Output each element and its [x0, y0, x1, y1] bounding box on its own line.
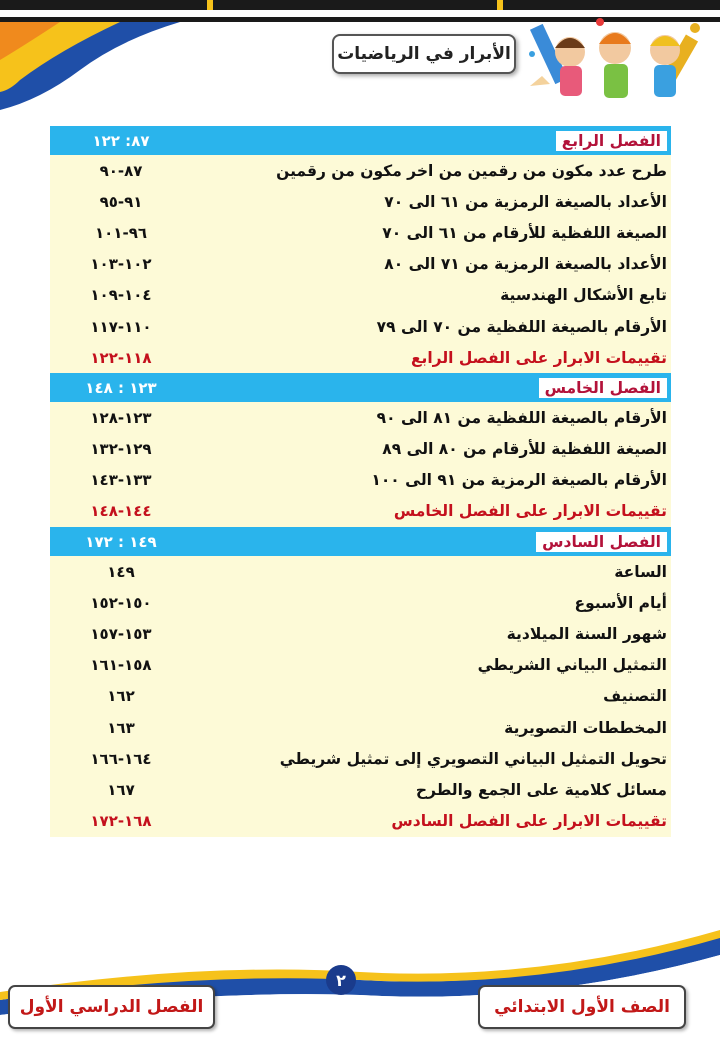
toc-row: [50, 280, 671, 311]
toc-row: [50, 618, 671, 649]
page-range: ١٢٣-١٢٨: [90, 408, 152, 427]
page-range: ١٤٩: [107, 562, 135, 581]
lesson-title: طرح عدد مكون من رقمين من اخر مكون من رقمين: [276, 161, 667, 180]
page-range: ١٥٠-١٥٢: [90, 593, 152, 612]
lesson-title: التصنيف: [603, 687, 667, 706]
page-range: ٨٧-٩٠: [99, 161, 143, 180]
lesson-title: أيام الأسبوع: [574, 593, 667, 612]
page-range: ٩٦-١٠١: [94, 223, 147, 242]
page-range: ١٢٩-١٣٢: [90, 440, 152, 459]
lesson-title: شهور السنة الميلادية: [506, 625, 667, 644]
page-range: ١٥٨-١٦١: [90, 656, 152, 675]
toc-row: [50, 186, 671, 217]
lesson-title: تقييمات الابرار على الفصل الخامس: [393, 502, 667, 521]
lesson-title: المخططات التصويرية: [504, 718, 667, 737]
chapter-title: الفصل الرابع: [556, 131, 667, 151]
lesson-title: الصيغة اللفظية للأرقام من ٦١ الى ٧٠: [382, 223, 667, 242]
kids-illustration: [520, 14, 720, 106]
lesson-title: تقييمات الابرار على الفصل السادس: [391, 812, 667, 831]
review-row: [50, 496, 671, 527]
page-range: ١٠٢-١٠٣: [90, 255, 152, 274]
chapter-header-row: [50, 126, 671, 155]
page-range: ١٥٣-١٥٧: [90, 625, 152, 644]
toc-row: [50, 587, 671, 618]
review-row: [50, 806, 671, 837]
footer-semester-box: [8, 985, 215, 1029]
page-range: ١٦٢: [107, 687, 135, 706]
toc-row: [50, 681, 671, 712]
page-range: ١٦٨-١٧٢: [90, 812, 152, 831]
page-range: ٩١-٩٥: [99, 192, 143, 211]
page-range: ١٦٧: [107, 780, 135, 799]
footer-grade: الصف الأول الابتدائي: [494, 997, 670, 1017]
toc-row: [50, 402, 671, 433]
page-range: ١١٠-١١٧: [90, 317, 152, 336]
lesson-title: مسائل كلامية على الجمع والطرح: [415, 780, 667, 799]
chapter-header-row: [50, 373, 671, 402]
lesson-title: تقييمات الابرار على الفصل الرابع: [410, 348, 667, 367]
lesson-title: تحويل التمثيل البياني التصويري إلى تمثيل شريطي: [279, 749, 667, 768]
toc-row: [50, 743, 671, 774]
lesson-title: الأرقام بالصيغة اللفظية من ٧٠ الى ٧٩: [376, 317, 667, 336]
toc-row: [50, 155, 671, 186]
footer-semester: الفصل الدراسي الأول: [19, 997, 204, 1017]
toc-row: [50, 774, 671, 805]
book-title: الأبرار في الرياضيات: [337, 44, 511, 64]
toc-row: [50, 556, 671, 587]
lesson-title: الساعة: [614, 562, 667, 581]
book-title-box: [332, 34, 516, 74]
page-range: ١٤٩ : ١٧٢: [85, 532, 157, 551]
toc-row: [50, 217, 671, 248]
page-range: ١٠٤-١٠٩: [90, 286, 152, 305]
page-range: ١٦٣: [107, 718, 135, 737]
chapter-title: الفصل الخامس: [539, 378, 667, 398]
page-range: ١٦٤-١٦٦: [90, 749, 152, 768]
page-range: ١٣٣-١٤٣: [90, 471, 152, 490]
lesson-title: الصيغة اللفظية للأرقام من ٨٠ الى ٨٩: [382, 440, 667, 459]
toc-row: [50, 650, 671, 681]
lesson-title: الأعداد بالصيغة الرمزية من ٧١ الى ٨٠: [384, 255, 667, 274]
lesson-title: الأرقام بالصيغة الرمزية من ٩١ الى ١٠٠: [371, 471, 667, 490]
lesson-title: الأرقام بالصيغة اللفظية من ٨١ الى ٩٠: [376, 408, 667, 427]
review-row: [50, 342, 671, 373]
page-range: ١٤٤-١٤٨: [90, 502, 152, 521]
toc-row: [50, 311, 671, 342]
page-range: ١٢٣ : ١٤٨: [85, 378, 157, 397]
toc-row: [50, 712, 671, 743]
lesson-title: تابع الأشكال الهندسية: [500, 286, 667, 305]
page-range: ١١٨-١٢٢: [90, 348, 152, 367]
footer-grade-box: [478, 985, 686, 1029]
table-of-contents: [50, 126, 671, 837]
page-number: ٢: [326, 965, 356, 995]
lesson-title: التمثيل البياني الشريطي: [477, 656, 667, 675]
chapter-title: الفصل السادس: [536, 532, 667, 552]
lesson-title: الأعداد بالصيغة الرمزية من ٦١ الى ٧٠: [384, 192, 667, 211]
toc-row: [50, 249, 671, 280]
toc-row: [50, 465, 671, 496]
toc-row: [50, 434, 671, 465]
chapter-header-row: [50, 527, 671, 556]
page-range: ٨٧: ١٢٢: [92, 131, 150, 150]
